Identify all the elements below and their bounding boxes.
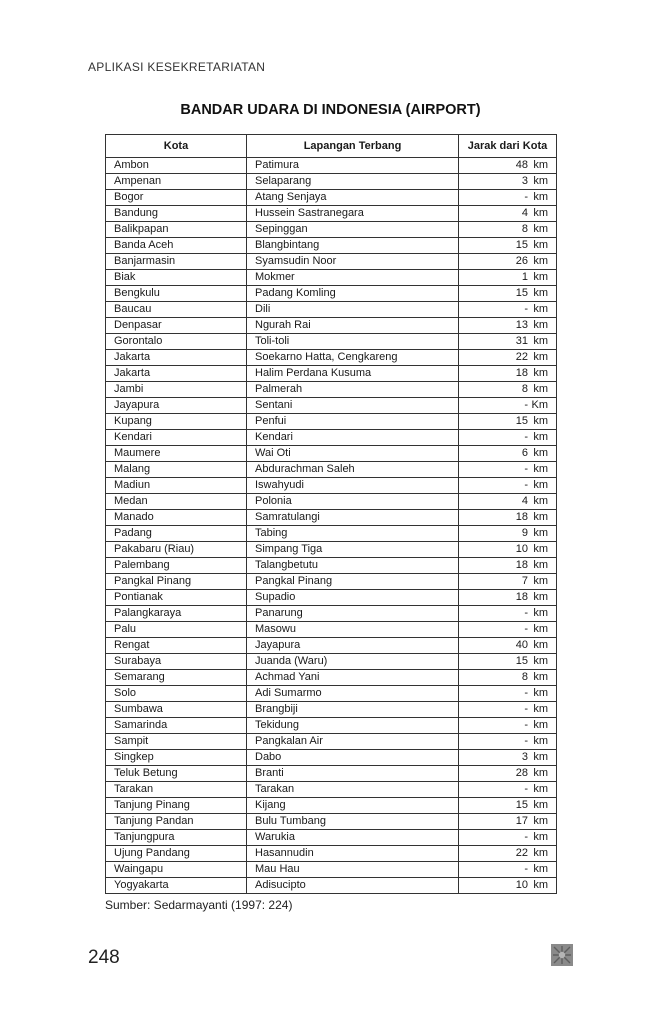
cell-lapangan: Panarung <box>247 606 459 622</box>
cell-kota: Waingapu <box>106 862 247 878</box>
cell-kota: Palu <box>106 622 247 638</box>
cell-kota: Jayapura <box>106 398 247 414</box>
cell-lapangan: Warukia <box>247 830 459 846</box>
table-row <box>106 270 557 286</box>
cell-jarak <box>459 574 557 590</box>
table-row <box>106 398 557 414</box>
distance-value: - <box>524 623 528 635</box>
cell-lapangan: Pangkalan Air <box>247 734 459 750</box>
running-header: APLIKASI KESEKRETARIATAN <box>88 60 266 74</box>
cell-kota: Solo <box>106 686 247 702</box>
cell-jarak <box>459 718 557 734</box>
cell-lapangan: Jayapura <box>247 638 459 654</box>
distance-value: - <box>524 783 528 795</box>
cell-lapangan: Patimura <box>247 158 459 174</box>
cell-kota: Medan <box>106 494 247 510</box>
cell-lapangan: Sentani <box>247 398 459 414</box>
cell-kota: Kendari <box>106 430 247 446</box>
distance-unit: km <box>533 239 548 251</box>
cell-lapangan: Penfui <box>247 414 459 430</box>
cell-kota: Denpasar <box>106 318 247 334</box>
distance-value: 28 <box>515 767 528 779</box>
cell-jarak <box>459 510 557 526</box>
cell-kota: Pakabaru (Riau) <box>106 542 247 558</box>
distance-value: 17 <box>515 815 528 827</box>
distance-unit: km <box>533 175 548 187</box>
source-note: Sumber: Sedarmayanti (1997: 224) <box>105 898 293 912</box>
cell-kota: Tanjungpura <box>106 830 247 846</box>
distance-value: 18 <box>515 367 528 379</box>
table-row <box>106 462 557 478</box>
cell-kota: Ampenan <box>106 174 247 190</box>
table-row <box>106 350 557 366</box>
distance-unit: km <box>533 207 548 219</box>
cell-lapangan: Dili <box>247 302 459 318</box>
distance-unit: km <box>533 655 548 667</box>
distance-value: 9 <box>521 527 528 539</box>
cell-lapangan: Achmad Yani <box>247 670 459 686</box>
distance-value: - <box>524 687 528 699</box>
distance-value: 3 <box>521 751 528 763</box>
table-row <box>106 862 557 878</box>
distance-unit: km <box>533 671 548 683</box>
distance-unit: km <box>533 415 548 427</box>
cell-lapangan: Iswahyudi <box>247 478 459 494</box>
cell-kota: Bandung <box>106 206 247 222</box>
distance-unit: km <box>533 191 548 203</box>
distance-value: 8 <box>521 671 528 683</box>
cell-lapangan: Supadio <box>247 590 459 606</box>
table-row <box>106 174 557 190</box>
cell-jarak <box>459 446 557 462</box>
cell-lapangan: Adi Sumarmo <box>247 686 459 702</box>
table-header-row <box>106 135 557 158</box>
distance-unit: km <box>533 623 548 635</box>
cell-jarak <box>459 670 557 686</box>
distance-value: - <box>524 607 528 619</box>
cell-lapangan: Selaparang <box>247 174 459 190</box>
distance-unit: Km <box>531 399 548 411</box>
table-body <box>106 158 557 894</box>
table-row <box>106 414 557 430</box>
distance-value: 7 <box>521 575 528 587</box>
column-header-lapangan: Lapangan Terbang <box>247 135 459 158</box>
cell-kota: Samarinda <box>106 718 247 734</box>
distance-value: - <box>524 303 528 315</box>
table-row <box>106 334 557 350</box>
distance-unit: km <box>533 255 548 267</box>
cell-jarak <box>459 750 557 766</box>
cell-jarak <box>459 302 557 318</box>
table-row <box>106 526 557 542</box>
cell-lapangan: Halim Perdana Kusuma <box>247 366 459 382</box>
cell-lapangan: Wai Oti <box>247 446 459 462</box>
cell-jarak <box>459 366 557 382</box>
distance-unit: km <box>533 495 548 507</box>
cell-kota: Palangkaraya <box>106 606 247 622</box>
cell-lapangan: Bulu Tumbang <box>247 814 459 830</box>
cell-lapangan: Atang Senjaya <box>247 190 459 206</box>
table-row <box>106 654 557 670</box>
page-number: 248 <box>88 947 120 968</box>
distance-unit: km <box>533 527 548 539</box>
cell-jarak <box>459 462 557 478</box>
distance-unit: km <box>533 559 548 571</box>
distance-unit: km <box>533 735 548 747</box>
cell-kota: Jambi <box>106 382 247 398</box>
distance-value: - <box>524 399 528 411</box>
table-row <box>106 206 557 222</box>
distance-unit: km <box>533 447 548 459</box>
distance-unit: km <box>533 687 548 699</box>
cell-lapangan: Samratulangi <box>247 510 459 526</box>
cell-kota: Teluk Betung <box>106 766 247 782</box>
distance-value: - <box>524 863 528 875</box>
distance-unit: km <box>533 431 548 443</box>
cell-kota: Banjarmasin <box>106 254 247 270</box>
distance-unit: km <box>533 543 548 555</box>
table-row <box>106 878 557 894</box>
distance-value: 8 <box>521 383 528 395</box>
table-row <box>106 798 557 814</box>
table-row <box>106 254 557 270</box>
distance-value: 4 <box>521 495 528 507</box>
distance-unit: km <box>533 335 548 347</box>
cell-jarak <box>459 382 557 398</box>
cell-kota: Sampit <box>106 734 247 750</box>
table-row <box>106 478 557 494</box>
table-row <box>106 830 557 846</box>
publisher-logo-icon <box>551 944 573 966</box>
table-row <box>106 222 557 238</box>
cell-jarak <box>459 558 557 574</box>
cell-jarak <box>459 622 557 638</box>
cell-kota: Manado <box>106 510 247 526</box>
distance-unit: km <box>533 703 548 715</box>
distance-value: 31 <box>515 335 528 347</box>
distance-value: 10 <box>515 543 528 555</box>
distance-value: - <box>524 431 528 443</box>
cell-jarak <box>459 414 557 430</box>
distance-unit: km <box>533 767 548 779</box>
table-row <box>106 366 557 382</box>
cell-lapangan: Blangbintang <box>247 238 459 254</box>
distance-unit: km <box>533 575 548 587</box>
cell-kota: Padang <box>106 526 247 542</box>
cell-kota: Ujung Pandang <box>106 846 247 862</box>
distance-unit: km <box>533 831 548 843</box>
distance-unit: km <box>533 879 548 891</box>
distance-unit: km <box>533 287 548 299</box>
table-row <box>106 318 557 334</box>
cell-jarak <box>459 526 557 542</box>
cell-lapangan: Palmerah <box>247 382 459 398</box>
cell-lapangan: Tekidung <box>247 718 459 734</box>
distance-value: 26 <box>515 255 528 267</box>
cell-kota: Yogyakarta <box>106 878 247 894</box>
table-row <box>106 782 557 798</box>
cell-lapangan: Kijang <box>247 798 459 814</box>
cell-lapangan: Talangbetutu <box>247 558 459 574</box>
table-row <box>106 734 557 750</box>
cell-kota: Kupang <box>106 414 247 430</box>
cell-lapangan: Adisucipto <box>247 878 459 894</box>
cell-kota: Semarang <box>106 670 247 686</box>
table-row <box>106 574 557 590</box>
cell-jarak <box>459 158 557 174</box>
distance-value: 15 <box>515 799 528 811</box>
cell-lapangan: Mau Hau <box>247 862 459 878</box>
distance-value: 10 <box>515 879 528 891</box>
distance-unit: km <box>533 847 548 859</box>
table-row <box>106 670 557 686</box>
cell-jarak <box>459 206 557 222</box>
distance-unit: km <box>533 863 548 875</box>
distance-value: - <box>524 703 528 715</box>
cell-kota: Banda Aceh <box>106 238 247 254</box>
table-row <box>106 158 557 174</box>
distance-unit: km <box>533 639 548 651</box>
distance-value: 3 <box>521 175 528 187</box>
cell-kota: Bogor <box>106 190 247 206</box>
cell-lapangan: Abdurachman Saleh <box>247 462 459 478</box>
table-title: BANDAR UDARA DI INDONESIA (AIRPORT) <box>180 102 481 118</box>
table-row <box>106 766 557 782</box>
distance-unit: km <box>533 303 548 315</box>
distance-unit: km <box>533 383 548 395</box>
distance-value: 18 <box>515 559 528 571</box>
distance-value: - <box>524 463 528 475</box>
cell-lapangan: Mokmer <box>247 270 459 286</box>
cell-jarak <box>459 286 557 302</box>
column-header-kota: Kota <box>106 135 247 158</box>
distance-unit: km <box>533 319 548 331</box>
cell-jarak <box>459 638 557 654</box>
distance-unit: km <box>533 719 548 731</box>
cell-lapangan: Ngurah Rai <box>247 318 459 334</box>
cell-kota: Pangkal Pinang <box>106 574 247 590</box>
cell-lapangan: Dabo <box>247 750 459 766</box>
cell-kota: Biak <box>106 270 247 286</box>
cell-lapangan: Tabing <box>247 526 459 542</box>
cell-jarak <box>459 270 557 286</box>
cell-lapangan: Soekarno Hatta, Cengkareng <box>247 350 459 366</box>
table-row <box>106 718 557 734</box>
distance-unit: km <box>533 751 548 763</box>
cell-lapangan: Syamsudin Noor <box>247 254 459 270</box>
table-row <box>106 510 557 526</box>
distance-value: 15 <box>515 655 528 667</box>
cell-jarak <box>459 734 557 750</box>
distance-unit: km <box>533 479 548 491</box>
cell-kota: Maumere <box>106 446 247 462</box>
distance-unit: km <box>533 463 548 475</box>
distance-unit: km <box>533 591 548 603</box>
distance-value: 4 <box>521 207 528 219</box>
cell-kota: Sumbawa <box>106 702 247 718</box>
cell-jarak <box>459 830 557 846</box>
table-row <box>106 702 557 718</box>
cell-jarak <box>459 814 557 830</box>
distance-unit: km <box>533 367 548 379</box>
cell-lapangan: Pangkal Pinang <box>247 574 459 590</box>
table-row <box>106 302 557 318</box>
cell-kota: Tanjung Pinang <box>106 798 247 814</box>
distance-value: 22 <box>515 351 528 363</box>
cell-kota: Balikpapan <box>106 222 247 238</box>
cell-jarak <box>459 350 557 366</box>
cell-jarak <box>459 174 557 190</box>
cell-jarak <box>459 430 557 446</box>
distance-value: 15 <box>515 287 528 299</box>
cell-kota: Jakarta <box>106 350 247 366</box>
distance-value: - <box>524 735 528 747</box>
table-row <box>106 238 557 254</box>
distance-unit: km <box>533 271 548 283</box>
distance-value: - <box>524 479 528 491</box>
cell-jarak <box>459 862 557 878</box>
table-row <box>106 190 557 206</box>
distance-unit: km <box>533 783 548 795</box>
distance-value: 6 <box>521 447 528 459</box>
cell-kota: Baucau <box>106 302 247 318</box>
cell-lapangan: Hasannudin <box>247 846 459 862</box>
cell-lapangan: Toli-toli <box>247 334 459 350</box>
table-row <box>106 542 557 558</box>
distance-value: 18 <box>515 591 528 603</box>
column-header-jarak: Jarak dari Kota <box>459 135 557 158</box>
cell-kota: Surabaya <box>106 654 247 670</box>
distance-unit: km <box>533 511 548 523</box>
cell-kota: Palembang <box>106 558 247 574</box>
cell-lapangan: Padang Komling <box>247 286 459 302</box>
distance-unit: km <box>533 159 548 171</box>
cell-jarak <box>459 398 557 414</box>
distance-value: 22 <box>515 847 528 859</box>
cell-kota: Rengat <box>106 638 247 654</box>
distance-unit: km <box>533 351 548 363</box>
distance-unit: km <box>533 815 548 827</box>
distance-value: 40 <box>515 639 528 651</box>
distance-value: 1 <box>521 271 528 283</box>
cell-jarak <box>459 494 557 510</box>
cell-jarak <box>459 478 557 494</box>
cell-kota: Tarakan <box>106 782 247 798</box>
cell-lapangan: Juanda (Waru) <box>247 654 459 670</box>
cell-kota: Gorontalo <box>106 334 247 350</box>
table-row <box>106 430 557 446</box>
distance-value: 48 <box>515 159 528 171</box>
publisher-logo-graphic <box>551 944 573 966</box>
table-row <box>106 606 557 622</box>
cell-lapangan: Simpang Tiga <box>247 542 459 558</box>
distance-value: - <box>524 191 528 203</box>
distance-value: - <box>524 831 528 843</box>
cell-jarak <box>459 606 557 622</box>
cell-jarak <box>459 542 557 558</box>
distance-value: 15 <box>515 415 528 427</box>
cell-lapangan: Hussein Sastranegara <box>247 206 459 222</box>
distance-unit: km <box>533 223 548 235</box>
cell-lapangan: Sepinggan <box>247 222 459 238</box>
table-row <box>106 446 557 462</box>
distance-unit: km <box>533 607 548 619</box>
cell-jarak <box>459 798 557 814</box>
table-row <box>106 814 557 830</box>
cell-lapangan: Brangbiji <box>247 702 459 718</box>
cell-kota: Ambon <box>106 158 247 174</box>
cell-jarak <box>459 878 557 894</box>
cell-jarak <box>459 222 557 238</box>
distance-value: 13 <box>515 319 528 331</box>
table-row <box>106 286 557 302</box>
cell-kota: Singkep <box>106 750 247 766</box>
cell-kota: Bengkulu <box>106 286 247 302</box>
cell-jarak <box>459 254 557 270</box>
cell-jarak <box>459 766 557 782</box>
cell-jarak <box>459 238 557 254</box>
distance-value: - <box>524 719 528 731</box>
table-row <box>106 846 557 862</box>
distance-value: 8 <box>521 223 528 235</box>
table-row <box>106 558 557 574</box>
cell-jarak <box>459 654 557 670</box>
distance-value: 18 <box>515 511 528 523</box>
cell-kota: Malang <box>106 462 247 478</box>
table-row <box>106 382 557 398</box>
table-row <box>106 686 557 702</box>
table-row <box>106 494 557 510</box>
table-row <box>106 622 557 638</box>
cell-jarak <box>459 190 557 206</box>
airport-table <box>105 134 557 894</box>
distance-value: 15 <box>515 239 528 251</box>
cell-jarak <box>459 846 557 862</box>
cell-kota: Pontianak <box>106 590 247 606</box>
cell-lapangan: Kendari <box>247 430 459 446</box>
cell-jarak <box>459 334 557 350</box>
cell-lapangan: Tarakan <box>247 782 459 798</box>
cell-jarak <box>459 702 557 718</box>
distance-unit: km <box>533 799 548 811</box>
cell-kota: Jakarta <box>106 366 247 382</box>
cell-jarak <box>459 782 557 798</box>
cell-kota: Tanjung Pandan <box>106 814 247 830</box>
cell-kota: Madiun <box>106 478 247 494</box>
cell-lapangan: Polonia <box>247 494 459 510</box>
table-row <box>106 638 557 654</box>
cell-jarak <box>459 590 557 606</box>
table-row <box>106 750 557 766</box>
cell-lapangan: Masowu <box>247 622 459 638</box>
cell-jarak <box>459 686 557 702</box>
cell-jarak <box>459 318 557 334</box>
cell-lapangan: Branti <box>247 766 459 782</box>
table-row <box>106 590 557 606</box>
